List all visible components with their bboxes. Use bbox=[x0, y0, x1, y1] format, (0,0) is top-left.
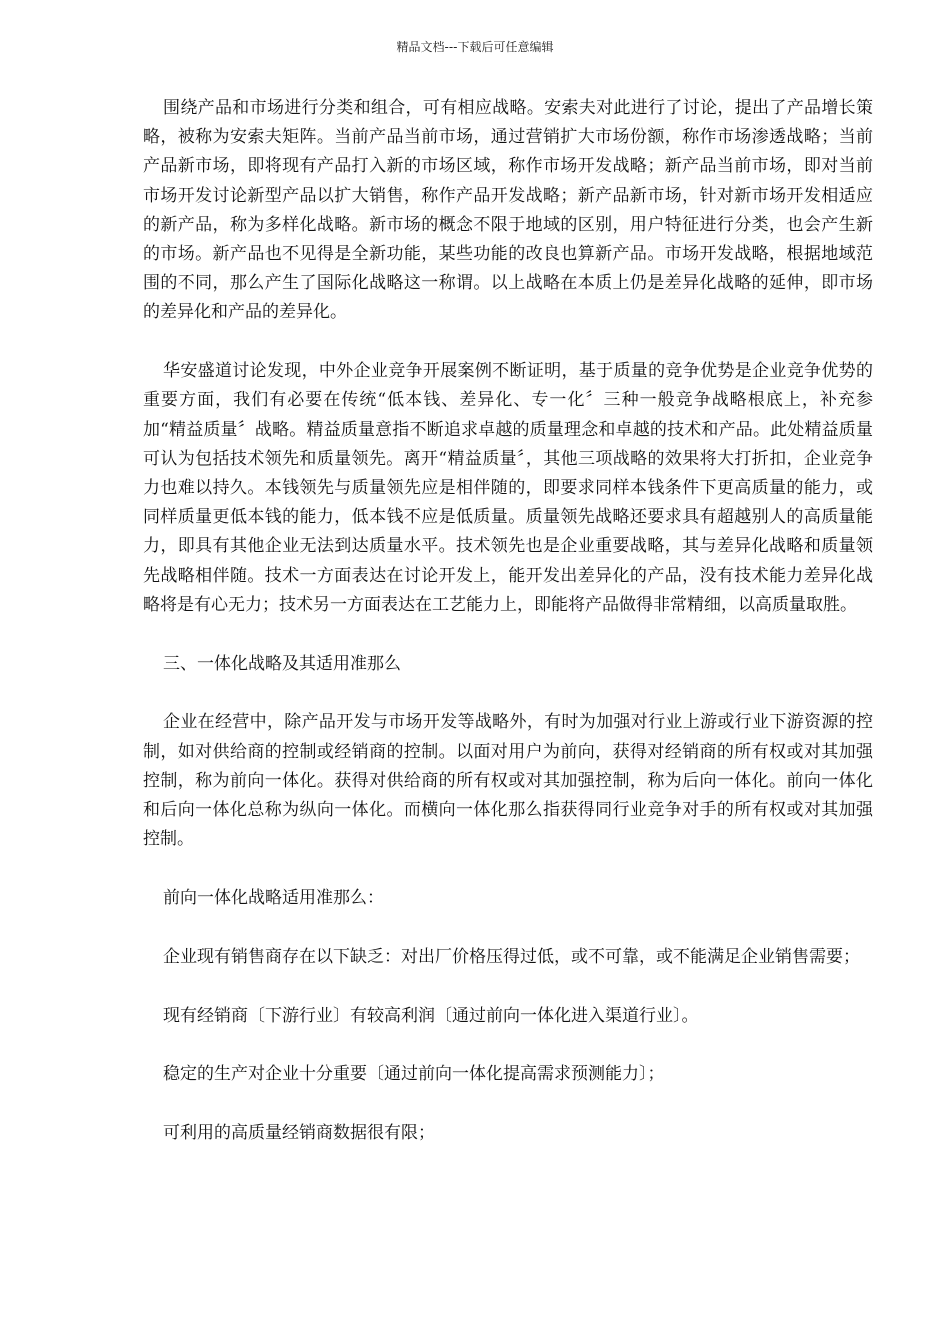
section-heading-integration: 三、一体化战略及其适用准那么 bbox=[163, 653, 401, 674]
paragraph-forward-criteria-heading: 前向一体化战略适用准那么： bbox=[163, 888, 384, 909]
page-header: 精品文档---下载后可任意编辑 bbox=[396, 40, 554, 54]
paragraph-lean-quality: 华安盛道讨论发现，中外企业竞争开展案例不断证明，基于质量的竞争优势是企业竞争优势的重要方面，我们有必要在传统“低本钱、差异化、专一化〞三种一般竞争战略根底上，补充参加“精益质量〞战略。精益质量意指不断追求卓越的质量理念和卓越的技术和产品。此处精益质量可认为包括技术领先和质量领先。离开“精益质量〞，其他三项战略的效果将大打折扣，企业竞争力也难以持久。本钱领先与质量领先应是相伴随的，即要求同样本钱条件下更高质量的能力，或同样质量更低本钱的能力，低本钱不应是低质量。质量领先战略还要求具有超越别人的高质量能力，即具有其他企业无法到达质量水平。技术领先也是企业重要战略，其与差异化战略和质量领先战略相伴随。技术一方面表达在讨论开发上，能开发出差异化的产品，没有技术能力差异化战略将是有心无力；技术另一方面表达在工艺能力上，即能将产品做得非常精细，以高质量取胜。 bbox=[143, 361, 873, 615]
criterion-item: 现有经销商〔下游行业〕有较高利润〔通过前向一体化进入渠道行业〕。 bbox=[163, 1005, 699, 1026]
criterion-item: 企业现有销售商存在以下缺乏：对出厂价格压得过低，或不可靠，或不能满足企业销售需要； bbox=[163, 946, 860, 967]
criterion-item: 可利用的高质量经销商数据很有限； bbox=[163, 1123, 435, 1144]
paragraph-ansoff-matrix: 围绕产品和市场进行分类和组合，可有相应战略。安索夫对此进行了讨论，提出了产品增长策略，被称为安索夫矩阵。当前产品当前市场，通过营销扩大市场份额，称作市场渗透战略；当前产品新市场，即将现有产品打入新的市场区域，称作市场开发战略；新产品当前市场，即对当前市场开发讨论新型产品以扩大销售，称作产品开发战略；新产品新市场，针对新市场开发相适应的新产品，称为多样化战略。新市场的概念不限于地域的区别，用户特征进行分类，也会产生新的市场。新产品也不见得是全新功能，某些功能的改良也算新产品。市场开发战略，根据地域范围的不同，那么产生了国际化战略这一称谓。以上战略在本质上仍是差异化战略的延伸，即市场的差异化和产品的差异化。 bbox=[143, 98, 873, 323]
criterion-item: 稳定的生产对企业十分重要〔通过前向一体化提高需求预测能力〕； bbox=[163, 1064, 665, 1085]
paragraph-integration-definition: 企业在经营中，除产品开发与市场开发等战略外，有时为加强对行业上游或行业下游资源的控制，如对供给商的控制或经销商的控制。以面对用户为前向，获得对经销商的所有权或对其加强控制，称为前向一体化。获得对供给商的所有权或对其加强控制，称为后向一体化。前向一体化和后向一体化总称为纵向一体化。而横向一体化那么指获得同行业竞争对手的所有权或对其加强控制。 bbox=[143, 712, 873, 850]
document-body bbox=[143, 94, 873, 1148]
